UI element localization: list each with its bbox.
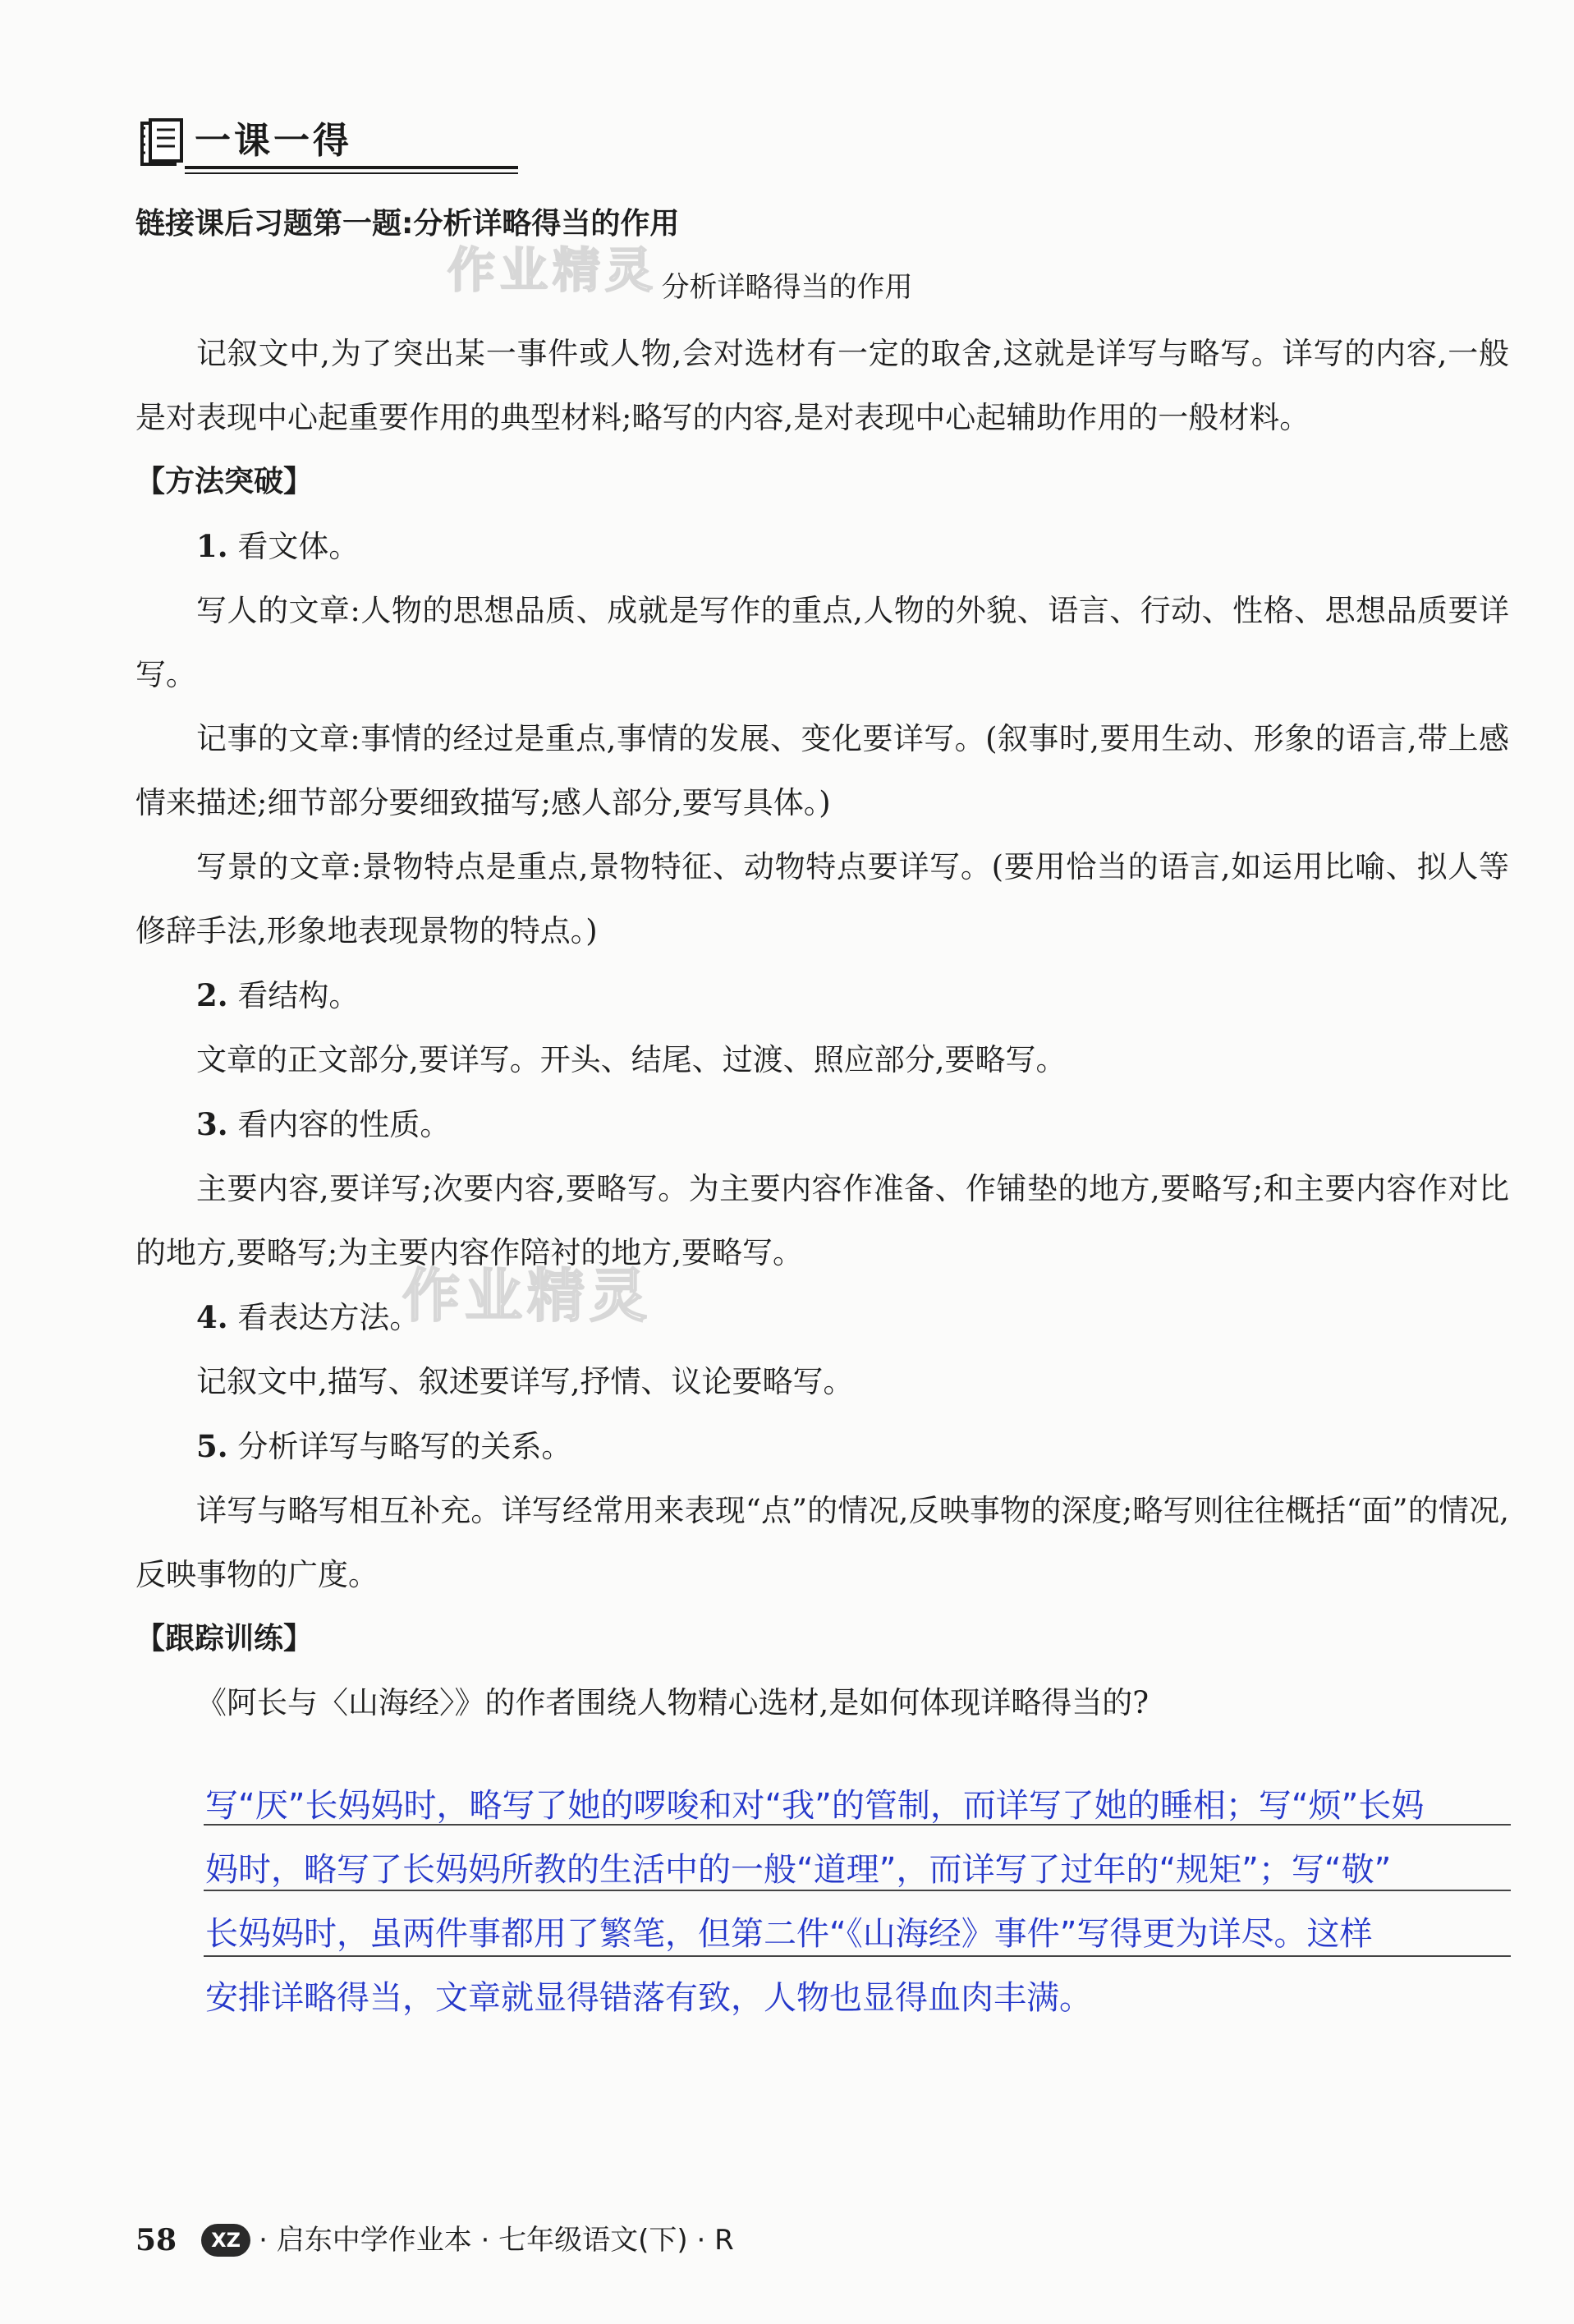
topic-title: 分析详略得当的作用 [661,271,913,304]
method-item-2-heading: 2. 看结构。 [196,977,360,1013]
answer-line-2: 妈时，略写了长妈妈所教的生活中的一般“道理”，而详写了过年的“规矩”；写“敬” [205,1851,1392,1889]
main-body [135,322,1509,1735]
intro-paragraph: 记叙文中,为了突出某一事件或人物,会对选材有一定的取舍,这就是详写与略写。详写的内容,一般是对表现中心起重要作用的典型材料;略写的内容,是对表现中心起辅助作用的一般材料。 [135,336,1509,435]
method-item-1-para-3: 写景的文章:景物特点是重点,景物特征、动物特点要详写。(要用恰当的语言,如运用比喻、拟人等修辞手法,形象地表现景物的特点。) [135,849,1509,948]
method-item-5-heading: 5. 分析详写与略写的关系。 [196,1428,572,1464]
book-title: · 启东中学作业本 · 七年级语文(下) · R [259,2224,734,2257]
method-item-2-para-1: 文章的正文部分,要详写。开头、结尾、过渡、照应部分,要略写。 [196,1042,1067,1077]
method-heading: 【方法突破】 [135,465,314,498]
watermark-middle: 作业精灵 [402,1262,652,1330]
handwritten-answer [205,1774,1511,2030]
method-item-3-heading: 3. 看内容的性质。 [196,1106,451,1142]
answer-line-4: 安排详略得当，文章就显得错落有致，人物也显得血肉丰满。 [205,1979,1092,2017]
page-number: 58 [135,2223,177,2257]
method-item-1-para-2: 记事的文章:事情的经过是重点,事情的发展、变化要详写。(叙事时,要用生动、形象的语言,带上感情来描述;细节部分要细致描写;感人部分,要写具体。) [135,721,1509,820]
method-item-1-heading: 1. 看文体。 [196,528,360,564]
answer-line-3: 长妈妈时，虽两件事都用了繁笔，但第二件“《山海经》事件”写得更为详尽。这样 [205,1915,1373,1953]
method-item-3-para-1: 主要内容,要详写;次要内容,要略写。为主要内容作准备、作铺垫的地方,要略写;和主要内容作对比的地方,要略写;为主要内容作陪衬的地方,要略写。 [135,1171,1509,1270]
link-exercise-heading: 链接课后习题第一题:分析详略得当的作用 [135,207,680,241]
badge-underline-thin [185,172,518,174]
publisher-logo-icon: XZ [201,2224,250,2257]
method-item-5-para-1: 详写与略写相互补充。详写经常用来表现“点”的情况,反映事物的深度;略写则往往概括“面”的情况,反映事物的广度。 [135,1493,1509,1592]
training-heading: 【跟踪训练】 [135,1622,314,1656]
badge-title: 一课一得 [195,120,352,162]
training-question: 《阿长与〈山海经〉》的作者围绕人物精心选材,是如何体现详略得当的? [196,1685,1150,1720]
watermark-top: 作业精灵 [447,242,659,298]
method-item-1-para-1: 写人的文章:人物的思想品质、成就是写作的重点,人物的外貌、语言、行动、性格、思想品质要详写。 [135,593,1509,692]
method-item-4-para-1: 记叙文中,描写、叙述要详写,抒情、议论要略写。 [196,1364,854,1399]
page-footer [135,2217,734,2263]
notebook-icon [135,118,186,168]
section-badge [135,115,390,174]
badge-underline [185,166,518,169]
method-item-4-heading: 4. 看表达方法。 [196,1299,420,1335]
answer-line-1: 写“厌”长妈妈时，略写了她的啰唆和对“我”的管制，而详写了她的睡相；写“烦”长妈 [205,1787,1425,1825]
